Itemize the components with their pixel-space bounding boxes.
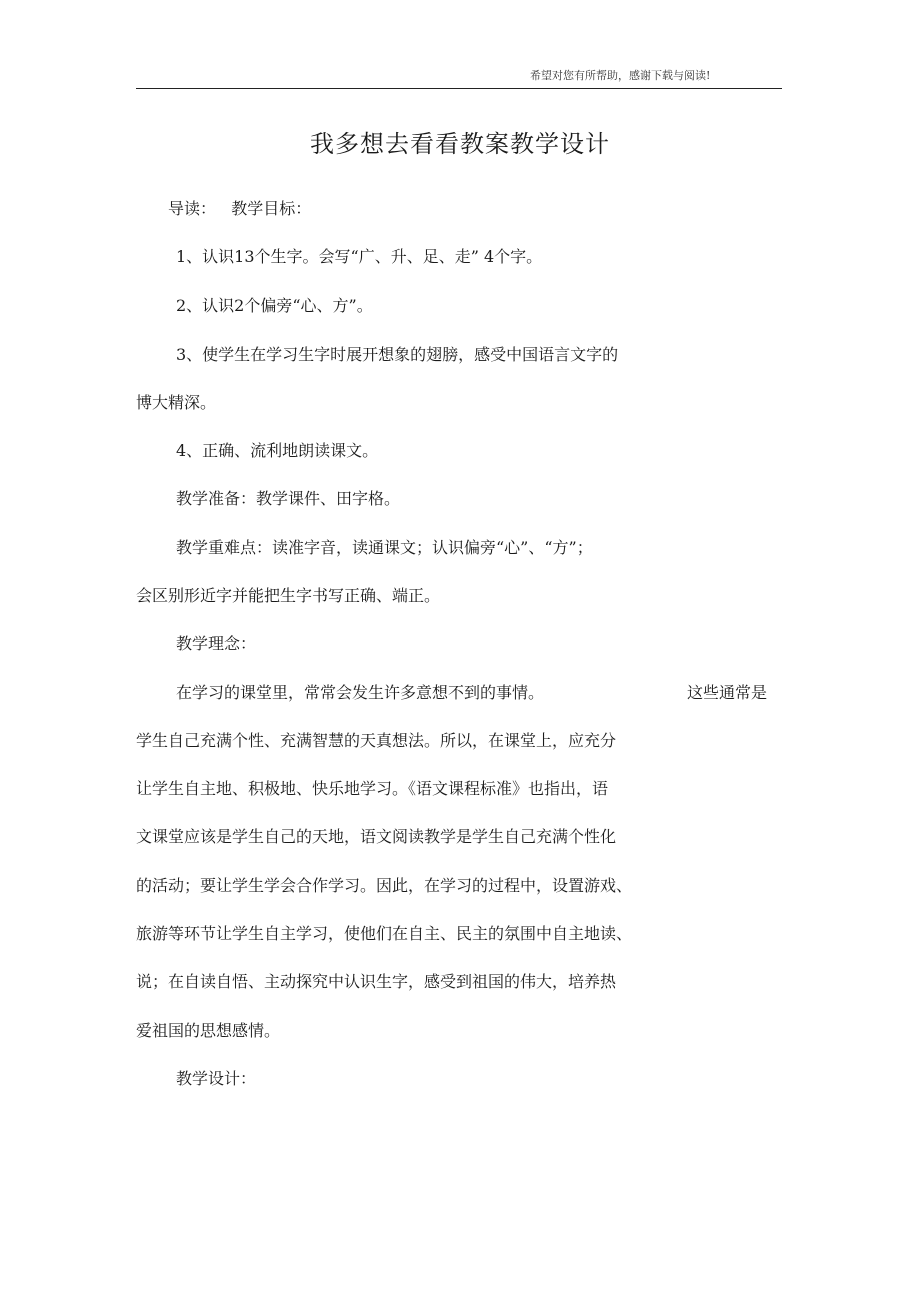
objective-4: 4、正确、流利地朗读课文。 bbox=[176, 441, 379, 460]
teaching-design-heading: 教学设计： bbox=[176, 1069, 257, 1088]
header-divider bbox=[136, 88, 782, 89]
philosophy-line1-end: 这些通常是 bbox=[687, 683, 768, 702]
philosophy-line2: 学生自己充满个性、充满智慧的天真想法。所以，在课堂上，应充分 bbox=[136, 731, 617, 750]
intro-objectives-line: 导读： 教学目标： bbox=[168, 199, 312, 218]
philosophy-line3: 让学生自主地、积极地、快乐地学习。《语文课程标准》也指出，语 bbox=[136, 779, 609, 798]
header-note: 希望对您有所帮助，感谢下载与阅读! bbox=[530, 69, 711, 82]
objective-2: 2、认识2个偏旁“心、方”。 bbox=[176, 296, 373, 315]
objective-1: 1、认识13个生字。会写“广、升、足、走” 4个字。 bbox=[176, 247, 543, 266]
philosophy-line4: 文课堂应该是学生自己的天地，语文阅读教学是学生自己充满个性化 bbox=[136, 827, 617, 846]
philosophy-line7: 说；在自读自悟、主动探究中认识生字，感受到祖国的伟大，培养热 bbox=[136, 972, 617, 991]
philosophy-line8: 爱祖国的思想感情。 bbox=[136, 1021, 281, 1040]
key-points-line2: 会区别形近字并能把生字书写正确、端正。 bbox=[136, 586, 441, 605]
key-points-line1: 教学重难点：读准字音，读通课文；认识偏旁“心”、“方”； bbox=[176, 538, 593, 557]
philosophy-line1: 在学习的课堂里，常常会发生许多意想不到的事情。 bbox=[176, 683, 545, 702]
teaching-philosophy-heading: 教学理念： bbox=[176, 634, 257, 653]
document-title: 我多想去看看教案教学设计 bbox=[310, 130, 610, 158]
objective-3-line1: 3、使学生在学习生字时展开想象的翅膀，感受中国语言文字的 bbox=[176, 345, 619, 364]
philosophy-line6: 旅游等环节让学生自主学习，使他们在自主、民主的氛围中自主地读、 bbox=[136, 924, 633, 943]
philosophy-line5: 的活动；要让学生学会合作学习。因此，在学习的过程中，设置游戏、 bbox=[136, 876, 633, 895]
objective-3-line2: 博大精深。 bbox=[136, 393, 217, 412]
teaching-preparation: 教学准备：教学课件、田字格。 bbox=[176, 489, 401, 508]
